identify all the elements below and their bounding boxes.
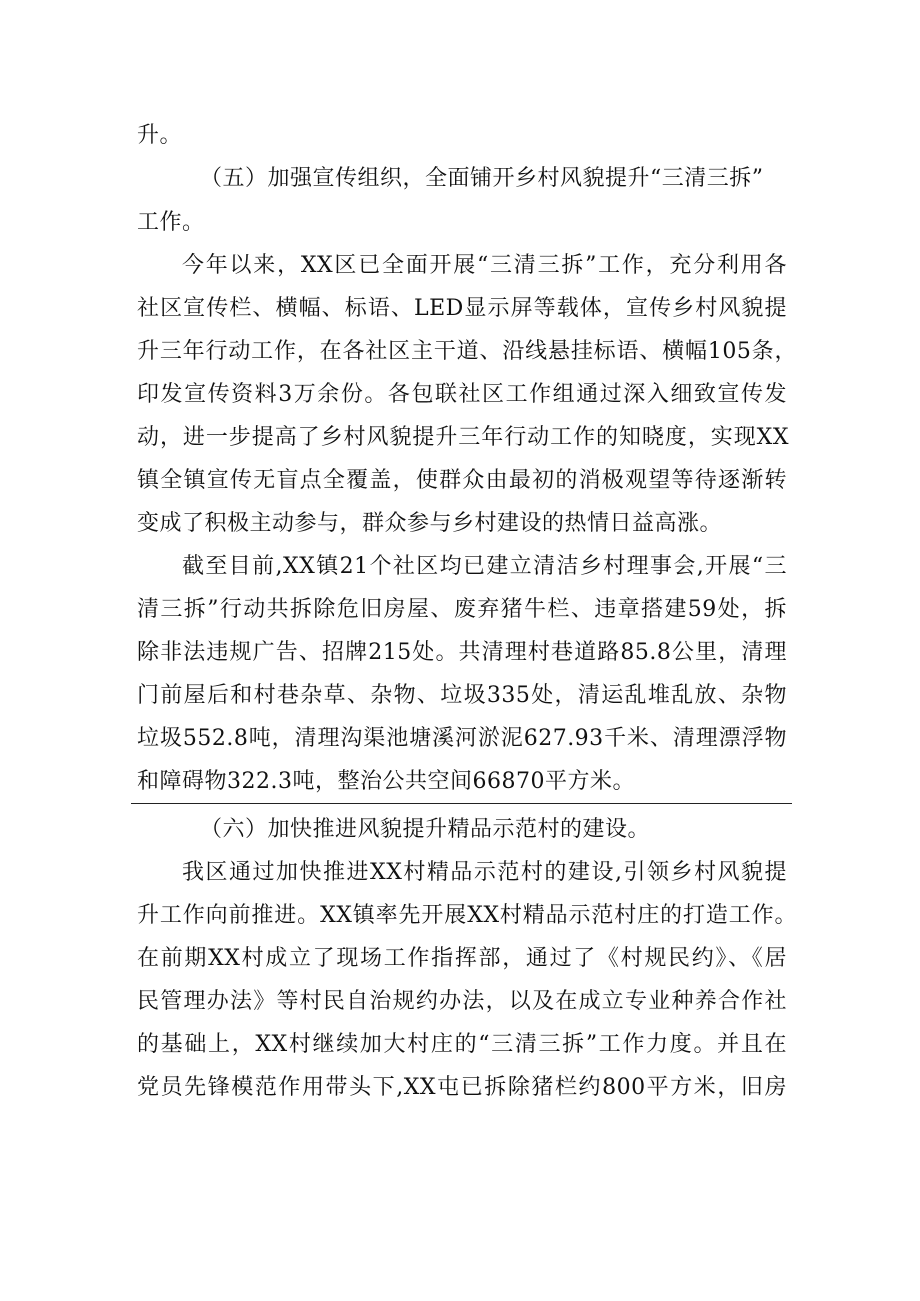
paragraph-line: 在前期XX村成立了现场工作指挥部，通过了《村规民约》、《居: [137, 946, 787, 971]
paragraph-line: 我区通过加快推进XX村精品示范村的建设,引领乡村风貌提: [182, 860, 787, 885]
paragraph-line: 民管理办法》等村民自治规约办法，以及在成立专业种养合作社: [137, 989, 787, 1014]
paragraph-line: 除非法违规广告、招牌215处。共清理村巷道路85.8公里，清理: [137, 640, 787, 665]
paragraph-line: 的基础上，XX村继续加大村庄的“三清三拆”工作力度。并且在: [137, 1032, 787, 1057]
paragraph-line: 升。: [137, 123, 183, 148]
section-heading-5: （五）加强宣传组织，全面铺开乡村风貌提升“三清三拆”: [200, 166, 764, 191]
paragraph-line: 升三年行动工作，在各社区主干道、沿线悬挂标语、横幅105条，: [137, 339, 797, 364]
paragraph-line: 清三拆”行动共拆除危旧房屋、废弃猪牛栏、违章搭建59处，拆: [137, 597, 787, 622]
paragraph-line: 社区宣传栏、横幅、标语、LED显示屏等载体，宣传乡村风貌提: [137, 296, 787, 321]
divider-line: [131, 803, 792, 804]
section-heading-5-continued: 工作。: [137, 210, 205, 235]
paragraph-line: 和障碍物322.3吨，整治公共空间66870平方米。: [137, 769, 635, 794]
paragraph-line: 镇全镇宣传无盲点全覆盖，使群众由最初的消极观望等待逐渐转: [137, 468, 787, 493]
paragraph-line: 垃圾552.8吨，清理沟渠池塘溪河淤泥627.93千米、清理漂浮物: [137, 726, 787, 751]
paragraph-line: 今年以来，XX区已全面开展“三清三拆”工作，充分利用各: [182, 253, 787, 278]
paragraph-line: 变成了积极主动参与，群众参与乡村建设的热情日益高涨。: [137, 511, 723, 536]
section-heading-6: （六）加快推进风貌提升精品示范村的建设。: [200, 817, 651, 842]
paragraph-line: 截至目前,XX镇21个社区均已建立清洁乡村理事会,开展“三: [182, 554, 787, 579]
paragraph-line: 动，进一步提高了乡村风貌提升三年行动工作的知晓度，实现XX: [137, 425, 789, 450]
paragraph-line: 升工作向前推进。XX镇率先开展XX村精品示范村庄的打造工作。: [137, 903, 797, 928]
paragraph-line: 印发宣传资料3万余份。各包联社区工作组通过深入细致宣传发: [137, 382, 787, 407]
paragraph-line: 门前屋后和村巷杂草、杂物、垃圾335处，清运乱堆乱放、杂物: [137, 683, 787, 708]
paragraph-line: 党员先锋模范作用带头下,XX屯已拆除猪栏约800平方米，旧房: [137, 1075, 787, 1100]
